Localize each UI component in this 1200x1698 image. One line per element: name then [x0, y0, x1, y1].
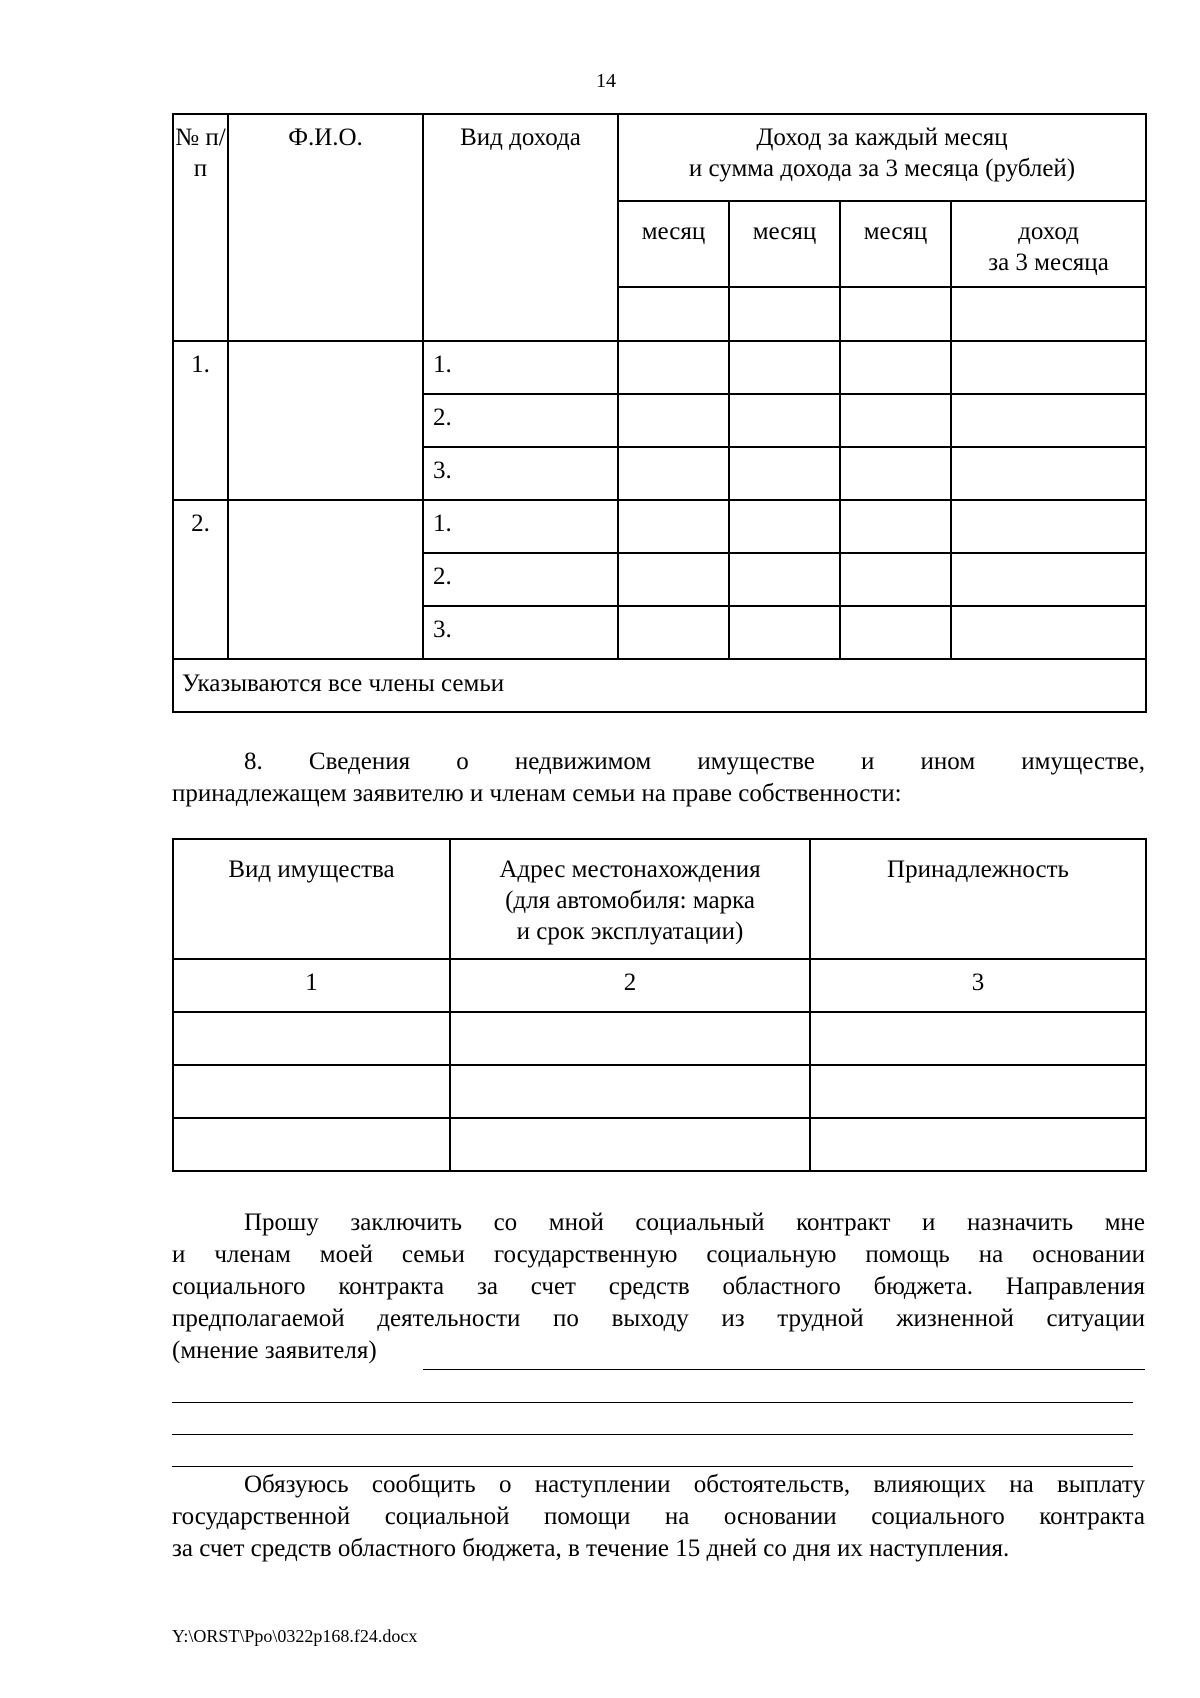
header-month-3: месяц	[840, 201, 951, 287]
request-line-2: и членам моей семьи государственную социальную помощь на основании	[172, 1241, 1145, 1268]
empty-cell	[618, 500, 729, 553]
table-row	[173, 341, 1146, 394]
obligation-text	[172, 1469, 1145, 1565]
request-line-5: (мнение заявителя)	[172, 1337, 377, 1364]
empty-cell	[810, 1118, 1146, 1171]
column-number: 3	[810, 959, 1146, 1012]
empty-cell	[840, 341, 951, 394]
request-text	[172, 1207, 1145, 1367]
income-item-number: 3.	[423, 606, 618, 659]
empty-cell	[840, 394, 951, 447]
empty-cell	[450, 1065, 810, 1118]
member-fio-cell	[228, 500, 423, 659]
empty-cell	[810, 1065, 1146, 1118]
income-item-number: 3.	[423, 447, 618, 500]
member-fio-cell	[228, 341, 423, 500]
empty-cell	[951, 553, 1146, 606]
section-8-line-2: принадлежащем заявителю и членам семьи на праве собственности:	[172, 780, 902, 807]
header-income-type: Вид дохода	[423, 114, 618, 341]
empty-cell	[618, 394, 729, 447]
empty-cell	[729, 500, 840, 553]
empty-cell	[729, 606, 840, 659]
header-month-2: месяц	[729, 201, 840, 287]
header-number: № п/п	[173, 114, 228, 341]
income-item-number: 2.	[423, 394, 618, 447]
empty-cell	[618, 606, 729, 659]
answer-line[interactable]	[423, 1369, 1145, 1370]
request-line-1: Прошу заключить со мной социальный контракт и назначить мне	[244, 1209, 1145, 1236]
header-total-line2: за 3 месяца	[988, 249, 1109, 276]
empty-cell	[450, 1012, 810, 1065]
income-table	[172, 113, 1147, 713]
obligation-line-2: государственной социальной помощи на основании социального контракта	[172, 1503, 1145, 1530]
request-line-4: предполагаемой деятельности по выходу из трудной жизненной ситуации	[172, 1305, 1145, 1332]
header-month-1: месяц	[618, 201, 729, 287]
request-line-3: социального контракта за счет средств областного бюджета. Направления	[172, 1273, 1145, 1300]
empty-cell	[840, 500, 951, 553]
table-row	[173, 1012, 1146, 1065]
page-number: 14	[596, 70, 616, 92]
empty-cell	[729, 394, 840, 447]
header-address-line3: и срок эксплуатации)	[516, 918, 744, 945]
member-number: 2.	[173, 500, 228, 659]
empty-cell	[173, 1012, 450, 1065]
empty-cell	[173, 1118, 450, 1171]
empty-cell	[729, 447, 840, 500]
empty-cell	[729, 341, 840, 394]
header-fio: Ф.И.О.	[228, 114, 423, 341]
header-address	[450, 839, 810, 959]
empty-cell	[840, 606, 951, 659]
header-address-line1: Адрес местонахождения	[499, 856, 761, 883]
footer-file-path: Y:\ORST\Ppo\0322p168.f24.docx	[172, 1626, 418, 1646]
empty-cell	[840, 553, 951, 606]
header-total-line1: доход	[1018, 218, 1079, 245]
empty-cell	[810, 1012, 1146, 1065]
table-row	[173, 1065, 1146, 1118]
income-item-number: 1.	[423, 500, 618, 553]
section-8-line-1: 8. Сведения о недвижимом имуществе и ином имуществе,	[244, 748, 1145, 775]
header-total	[951, 201, 1146, 287]
obligation-line-3: за счет средств областного бюджета, в течение 15 дней со дня их наступления.	[172, 1535, 1010, 1562]
answer-line[interactable]	[172, 1466, 1133, 1467]
header-property-type: Вид имущества	[173, 839, 450, 959]
member-number: 1.	[173, 341, 228, 500]
empty-cell	[173, 1065, 450, 1118]
table-row	[173, 500, 1146, 553]
empty-cell	[840, 287, 951, 341]
header-income-group-line1: Доход за каждый месяц	[756, 124, 1008, 151]
empty-cell	[951, 287, 1146, 341]
empty-cell	[840, 447, 951, 500]
table-row	[173, 1118, 1146, 1171]
empty-cell	[951, 394, 1146, 447]
empty-cell	[450, 1118, 810, 1171]
answer-line[interactable]	[172, 1434, 1133, 1435]
empty-cell	[618, 341, 729, 394]
empty-cell	[618, 447, 729, 500]
empty-cell	[951, 447, 1146, 500]
column-number: 2	[450, 959, 810, 1012]
empty-cell	[618, 553, 729, 606]
empty-cell	[951, 606, 1146, 659]
family-note: Указываются все члены семьи	[173, 659, 1146, 712]
income-item-number: 2.	[423, 553, 618, 606]
header-ownership: Принадлежность	[810, 839, 1146, 959]
empty-cell	[951, 341, 1146, 394]
obligation-line-1: Обязуюсь сообщить о наступлении обстоятельств, влияющих на выплату	[244, 1471, 1145, 1498]
income-item-number: 1.	[423, 341, 618, 394]
empty-cell	[951, 500, 1146, 553]
empty-cell	[729, 553, 840, 606]
answer-line[interactable]	[172, 1402, 1133, 1403]
section-8-text	[172, 746, 1145, 810]
empty-cell	[729, 287, 840, 341]
property-table	[172, 838, 1147, 1172]
header-income-group-line2: и сумма дохода за 3 месяца (рублей)	[688, 155, 1076, 182]
header-address-line2: (для автомобиля: марка	[505, 887, 755, 914]
header-income-group	[618, 114, 1146, 201]
column-number: 1	[173, 959, 450, 1012]
empty-cell	[618, 287, 729, 341]
